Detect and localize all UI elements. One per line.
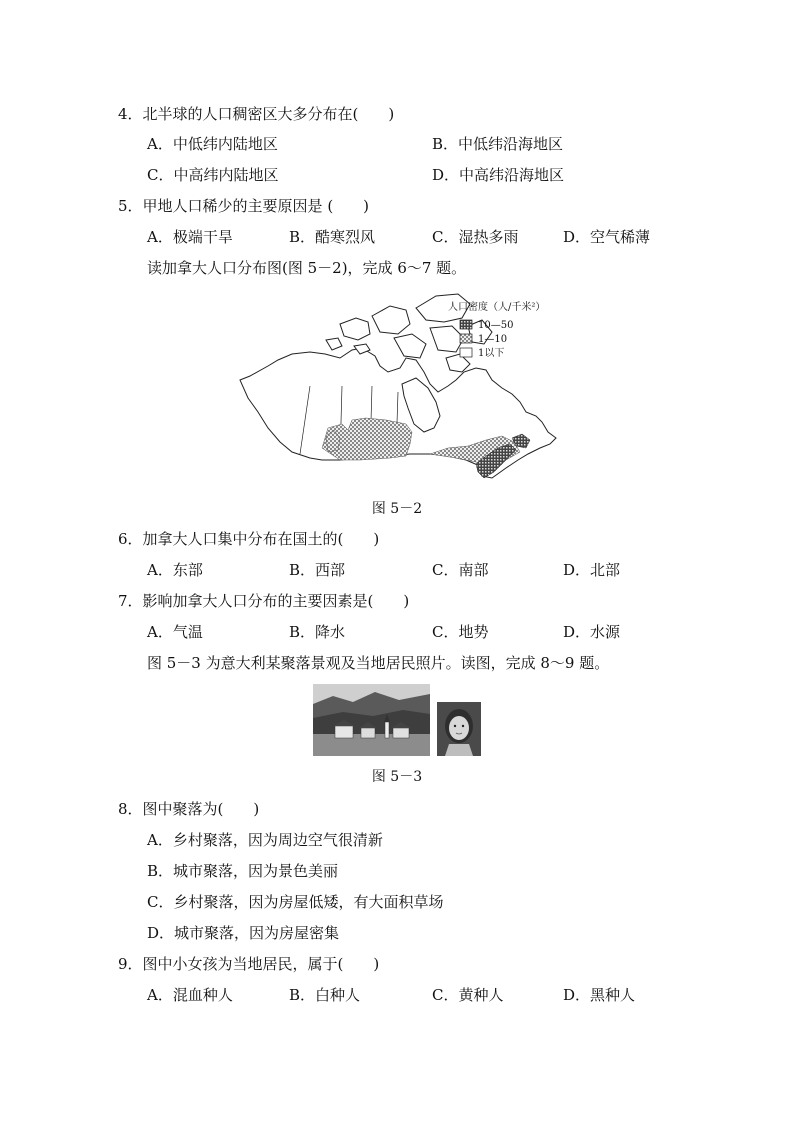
question-6-option-d: D．北部 [563, 561, 621, 579]
figure-5-3-caption: 图 5－3 [371, 769, 423, 785]
question-4-stem: 4．北半球的人口稠密区大多分布在( ) [118, 105, 395, 123]
settlement-landscape-photo [313, 684, 430, 756]
question-8-option-d: D．城市聚落，因为房屋密集 [147, 924, 340, 942]
question-6-stem: 6．加拿大人口集中分布在国土的( ) [118, 530, 380, 548]
canada-population-map [230, 288, 570, 488]
question-6-option-c: C．南部 [432, 561, 489, 579]
question-4-option-c: C．中高纬内陆地区 [147, 166, 279, 184]
question-7-option-b: B．降水 [289, 623, 346, 641]
question-7-option-a: A．气温 [147, 623, 203, 641]
question-8-option-a: A．乡村聚落，因为周边空气很清新 [147, 831, 383, 849]
question-4-option-b: B．中低纬沿海地区 [432, 135, 564, 153]
question-9-option-d: D．黑种人 [563, 986, 636, 1004]
intro-figure-5-3: 图 5－3 为意大利某聚落景观及当地居民照片。读图，完成 8～9 题。 [147, 654, 610, 672]
question-4-option-a: A．中低纬内陆地区 [147, 135, 278, 153]
legend-label-high: 10—50 [478, 320, 514, 331]
local-girl-portrait-photo [437, 702, 481, 756]
question-5-option-d: D．空气稀薄 [563, 228, 651, 246]
legend-label-low: 1以下 [478, 348, 505, 359]
question-6-option-b: B．西部 [289, 561, 346, 579]
question-4-option-d: D．中高纬沿海地区 [432, 166, 565, 184]
question-5-option-b: B．酷寒烈风 [289, 228, 376, 246]
legend-swatch-low [460, 348, 472, 357]
question-8-stem: 8．图中聚落为( ) [118, 800, 260, 818]
legend-label-medium: 1—10 [478, 334, 508, 345]
figure-5-2-caption: 图 5－2 [371, 501, 423, 517]
question-5-option-c: C．湿热多雨 [432, 228, 519, 246]
question-7-option-c: C．地势 [432, 623, 489, 641]
question-8-option-b: B．城市聚落，因为景色美丽 [147, 862, 339, 880]
question-8-option-c: C．乡村聚落，因为房屋低矮，有大面积草场 [147, 893, 444, 911]
intro-figure-5-2: 读加拿大人口分布图(图 5－2)，完成 6～7 题。 [147, 259, 467, 277]
legend-title: 人口密度（人/千米²） [448, 302, 546, 313]
question-9-option-b: B．白种人 [289, 986, 361, 1004]
question-6-option-a: A．东部 [147, 561, 203, 579]
question-5-option-a: A．极端干旱 [147, 228, 233, 246]
question-9-stem: 9．图中小女孩为当地居民，属于( ) [118, 955, 380, 973]
question-9-option-c: C．黄种人 [432, 986, 504, 1004]
question-9-option-a: A．混血种人 [147, 986, 233, 1004]
legend-swatch-high [460, 320, 472, 329]
question-7-stem: 7．影响加拿大人口分布的主要因素是( ) [118, 592, 410, 610]
question-5-stem: 5．甲地人口稀少的主要原因是 ( ) [118, 197, 370, 215]
legend-swatch-medium [460, 334, 472, 343]
question-7-option-d: D．水源 [563, 623, 621, 641]
